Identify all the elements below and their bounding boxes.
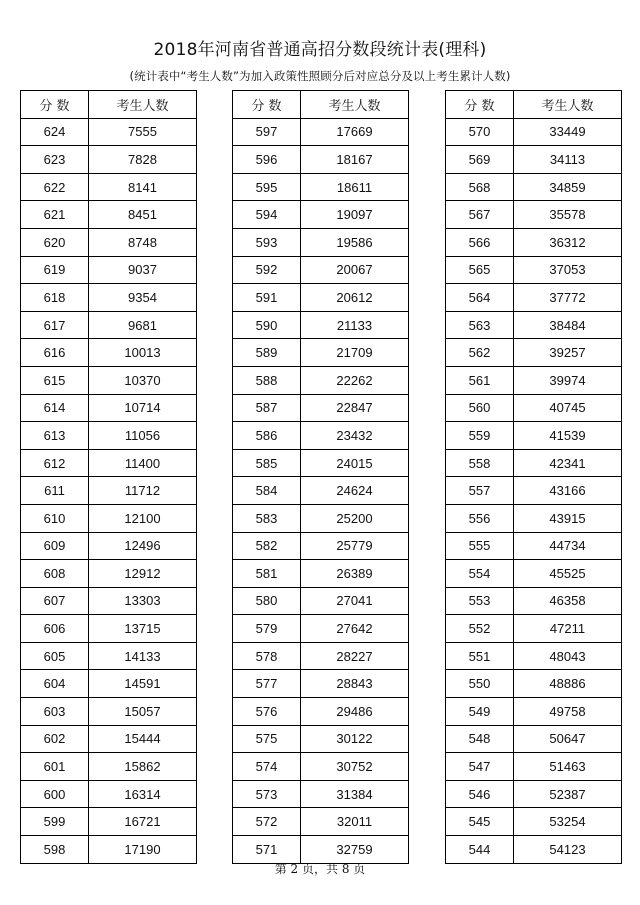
score-cell: 606 [21,615,89,643]
count-cell: 9037 [89,256,197,284]
table-row [233,698,409,726]
table-row [446,587,622,615]
table-row [21,698,197,726]
score-table-2 [232,90,409,864]
count-cell: 11712 [89,477,197,505]
table-row [446,698,622,726]
count-cell: 49758 [514,698,622,726]
score-cell: 576 [233,698,301,726]
score-table-1 [20,90,197,864]
count-column-header: 考生人数 [89,91,197,119]
count-cell: 7555 [89,118,197,146]
score-cell: 615 [21,366,89,394]
count-cell: 24624 [301,477,409,505]
score-cell: 585 [233,449,301,477]
count-cell: 21133 [301,311,409,339]
count-cell: 8141 [89,173,197,201]
count-cell: 54123 [514,836,622,864]
table-row [446,808,622,836]
count-cell: 40745 [514,394,622,422]
score-cell: 607 [21,587,89,615]
count-cell: 19586 [301,228,409,256]
table-row [21,725,197,753]
count-cell: 19097 [301,201,409,229]
count-cell: 26389 [301,560,409,588]
table-header-row [233,91,409,119]
score-cell: 571 [233,836,301,864]
count-cell: 30122 [301,725,409,753]
table-row [446,836,622,864]
table-row [446,422,622,450]
count-cell: 25200 [301,504,409,532]
count-cell: 18611 [301,173,409,201]
table-row [446,670,622,698]
count-cell: 14133 [89,642,197,670]
table-row [233,118,409,146]
count-cell: 16721 [89,808,197,836]
table-row [233,725,409,753]
table-row [446,118,622,146]
table-row [446,201,622,229]
score-cell: 622 [21,173,89,201]
score-cell: 569 [446,146,514,174]
table-row [446,284,622,312]
table-row [233,615,409,643]
table-row [233,339,409,367]
score-cell: 574 [233,753,301,781]
score-cell: 587 [233,394,301,422]
count-cell: 33449 [514,118,622,146]
page-subtitle: (统计表中“考生人数”为加入政策性照顾分后对应总分及以上考生累计人数) [129,69,511,83]
score-cell: 602 [21,725,89,753]
score-cell: 564 [446,284,514,312]
score-column-header: 分 数 [233,91,301,119]
count-cell: 10370 [89,366,197,394]
score-cell: 546 [446,780,514,808]
count-cell: 15862 [89,753,197,781]
count-cell: 30752 [301,753,409,781]
score-column-header: 分 数 [21,91,89,119]
table-row [233,587,409,615]
table-row [446,477,622,505]
table-row [233,394,409,422]
count-column-header: 考生人数 [301,91,409,119]
table-row [233,201,409,229]
score-cell: 595 [233,173,301,201]
count-cell: 22847 [301,394,409,422]
count-cell: 27642 [301,615,409,643]
count-cell: 16314 [89,780,197,808]
count-cell: 32011 [301,808,409,836]
table-row [233,560,409,588]
table-row [21,228,197,256]
score-cell: 619 [21,256,89,284]
count-cell: 22262 [301,366,409,394]
score-cell: 551 [446,642,514,670]
score-cell: 604 [21,670,89,698]
score-cell: 608 [21,560,89,588]
table-row [233,146,409,174]
score-cell: 592 [233,256,301,284]
count-cell: 46358 [514,587,622,615]
table-row [21,587,197,615]
table-row [446,173,622,201]
score-cell: 558 [446,449,514,477]
count-cell: 39974 [514,366,622,394]
score-cell: 562 [446,339,514,367]
count-cell: 10714 [89,394,197,422]
count-cell: 20067 [301,256,409,284]
table-row [446,228,622,256]
table-row [233,173,409,201]
table-row [233,228,409,256]
count-cell: 48886 [514,670,622,698]
score-cell: 589 [233,339,301,367]
table-row [446,725,622,753]
table-row [21,615,197,643]
score-cell: 613 [21,422,89,450]
count-cell: 17190 [89,836,197,864]
score-cell: 553 [446,587,514,615]
table-row [446,366,622,394]
score-cell: 581 [233,560,301,588]
table-row [21,670,197,698]
table-row [233,256,409,284]
score-cell: 547 [446,753,514,781]
score-cell: 573 [233,780,301,808]
score-cell: 588 [233,366,301,394]
count-cell: 13303 [89,587,197,615]
score-cell: 568 [446,173,514,201]
count-cell: 35578 [514,201,622,229]
table-row [233,670,409,698]
score-cell: 609 [21,532,89,560]
score-cell: 575 [233,725,301,753]
score-cell: 548 [446,725,514,753]
table-header-row [21,91,197,119]
count-cell: 17669 [301,118,409,146]
score-cell: 611 [21,477,89,505]
count-cell: 11400 [89,449,197,477]
score-cell: 599 [21,808,89,836]
count-cell: 7828 [89,146,197,174]
score-cell: 603 [21,698,89,726]
table-row [21,339,197,367]
count-cell: 52387 [514,780,622,808]
count-cell: 20612 [301,284,409,312]
table-row [233,836,409,864]
count-cell: 14591 [89,670,197,698]
score-cell: 597 [233,118,301,146]
count-cell: 34113 [514,146,622,174]
score-cell: 610 [21,504,89,532]
count-cell: 12100 [89,504,197,532]
table-row [21,504,197,532]
table-row [446,560,622,588]
score-cell: 556 [446,504,514,532]
count-cell: 44734 [514,532,622,560]
count-cell: 32759 [301,836,409,864]
table-row [446,311,622,339]
count-cell: 12912 [89,560,197,588]
score-cell: 566 [446,228,514,256]
score-cell: 565 [446,256,514,284]
count-cell: 9354 [89,284,197,312]
table-row [233,532,409,560]
score-cell: 555 [446,532,514,560]
table-row [21,808,197,836]
count-cell: 24015 [301,449,409,477]
count-cell: 8748 [89,228,197,256]
count-cell: 28843 [301,670,409,698]
score-cell: 584 [233,477,301,505]
score-cell: 620 [21,228,89,256]
score-cell: 590 [233,311,301,339]
page-footer: 第 2 页，共 8 页 [274,862,366,876]
score-cell: 550 [446,670,514,698]
score-cell: 621 [21,201,89,229]
score-cell: 617 [21,311,89,339]
score-cell: 623 [21,146,89,174]
count-cell: 18167 [301,146,409,174]
score-cell: 586 [233,422,301,450]
score-cell: 591 [233,284,301,312]
table-row [233,449,409,477]
count-cell: 28227 [301,642,409,670]
table-row [21,118,197,146]
score-column-header: 分 数 [446,91,514,119]
score-cell: 560 [446,394,514,422]
count-cell: 15057 [89,698,197,726]
count-cell: 34859 [514,173,622,201]
table-row [233,422,409,450]
table-row [21,284,197,312]
count-cell: 47211 [514,615,622,643]
count-cell: 31384 [301,780,409,808]
count-cell: 38484 [514,311,622,339]
score-cell: 593 [233,228,301,256]
score-cell: 561 [446,366,514,394]
table-row [233,753,409,781]
count-cell: 8451 [89,201,197,229]
table-row [446,146,622,174]
score-cell: 614 [21,394,89,422]
count-cell: 41539 [514,422,622,450]
score-cell: 624 [21,118,89,146]
table-row [446,753,622,781]
count-cell: 9681 [89,311,197,339]
count-cell: 12496 [89,532,197,560]
table-row [446,449,622,477]
score-cell: 545 [446,808,514,836]
score-cell: 552 [446,615,514,643]
count-cell: 48043 [514,642,622,670]
table-row [21,394,197,422]
score-cell: 577 [233,670,301,698]
table-row [21,422,197,450]
score-cell: 570 [446,118,514,146]
count-cell: 43915 [514,504,622,532]
score-cell: 572 [233,808,301,836]
count-cell: 45525 [514,560,622,588]
table-row [233,504,409,532]
table-row [21,780,197,808]
count-cell: 37772 [514,284,622,312]
count-cell: 43166 [514,477,622,505]
table-row [21,146,197,174]
table-row [21,560,197,588]
table-row [446,339,622,367]
score-cell: 596 [233,146,301,174]
count-cell: 15444 [89,725,197,753]
score-cell: 618 [21,284,89,312]
count-cell: 23432 [301,422,409,450]
page-title: 2018年河南省普通高招分数段统计表(理科) [153,40,487,60]
score-cell: 598 [21,836,89,864]
table-row [233,311,409,339]
table-row [233,477,409,505]
count-cell: 11056 [89,422,197,450]
table-row [446,504,622,532]
table-row [21,201,197,229]
count-cell: 25779 [301,532,409,560]
table-row [21,449,197,477]
count-column-header: 考生人数 [514,91,622,119]
table-row [446,394,622,422]
score-cell: 612 [21,449,89,477]
count-cell: 10013 [89,339,197,367]
score-cell: 594 [233,201,301,229]
table-row [446,642,622,670]
score-cell: 549 [446,698,514,726]
count-cell: 39257 [514,339,622,367]
table-row [21,256,197,284]
score-cell: 582 [233,532,301,560]
score-cell: 579 [233,615,301,643]
table-row [446,256,622,284]
table-row [446,615,622,643]
score-cell: 616 [21,339,89,367]
count-cell: 13715 [89,615,197,643]
score-cell: 554 [446,560,514,588]
score-cell: 600 [21,780,89,808]
score-cell: 544 [446,836,514,864]
count-cell: 21709 [301,339,409,367]
table-row [233,642,409,670]
score-cell: 605 [21,642,89,670]
table-row [21,753,197,781]
score-cell: 559 [446,422,514,450]
count-cell: 53254 [514,808,622,836]
count-cell: 42341 [514,449,622,477]
score-cell: 601 [21,753,89,781]
count-cell: 36312 [514,228,622,256]
table-row [233,366,409,394]
table-row [446,532,622,560]
table-row [446,780,622,808]
score-cell: 563 [446,311,514,339]
score-cell: 578 [233,642,301,670]
count-cell: 50647 [514,725,622,753]
score-cell: 557 [446,477,514,505]
table-row [21,366,197,394]
count-cell: 27041 [301,587,409,615]
table-row [233,808,409,836]
table-row [21,311,197,339]
table-row [21,836,197,864]
count-cell: 51463 [514,753,622,781]
score-cell: 583 [233,504,301,532]
table-row [233,284,409,312]
count-cell: 29486 [301,698,409,726]
table-row [21,173,197,201]
table-row [233,780,409,808]
table-header-row [446,91,622,119]
table-row [21,642,197,670]
table-row [21,477,197,505]
score-cell: 580 [233,587,301,615]
score-table-3 [445,90,622,864]
count-cell: 37053 [514,256,622,284]
table-row [21,532,197,560]
score-cell: 567 [446,201,514,229]
